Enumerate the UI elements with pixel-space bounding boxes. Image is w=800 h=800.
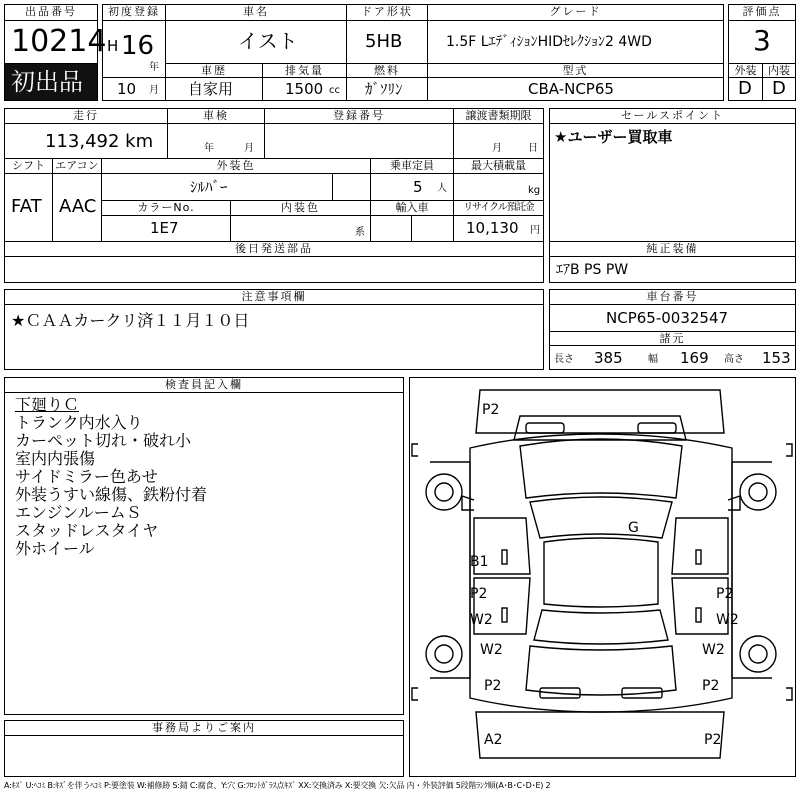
mark-w2-left-b: W2: [480, 642, 503, 658]
office-label: 事務局よりご案内: [4, 720, 404, 736]
model-label: 型式: [427, 63, 724, 78]
headlight-right: [638, 423, 676, 433]
air-conditioner: AAC: [59, 196, 97, 217]
caution-box: [4, 304, 544, 370]
bracket-fl: [412, 444, 418, 456]
rear-window: [534, 610, 668, 644]
inspection-year: 年: [204, 143, 214, 154]
color-no: 1E7: [150, 219, 179, 237]
int-color-box: [230, 215, 371, 242]
history-label: 車歴: [165, 63, 263, 78]
grade: 1.5F LｴﾃﾞｨｼｮﾝHIDｾﾚｸｼｮﾝ2 4WD: [446, 34, 652, 50]
handle-rr: [696, 608, 701, 622]
chassis-box: [549, 304, 796, 332]
mark-w2-right-b: W2: [702, 642, 725, 658]
sales-point-label: セールスポイント: [549, 108, 796, 124]
inspection-label: 車検: [167, 108, 265, 124]
grade-box: [427, 20, 724, 64]
inspector-line: 室内内張傷: [15, 449, 96, 468]
sales-point-text: ★ユーザー買取車: [554, 128, 673, 146]
inspector-line: サイドミラー色あせ: [15, 467, 158, 486]
equipment-box: [549, 256, 796, 283]
model-box: [427, 77, 724, 101]
score-label: 評価点: [728, 4, 796, 21]
width: 169: [680, 349, 709, 367]
handle-rl: [502, 608, 507, 622]
inspector-label: 検査員記入欄: [4, 377, 404, 393]
mark-p2-bottom: P2: [704, 732, 722, 748]
transfer-day: 日: [528, 143, 538, 154]
displacement-label: 排気量: [262, 63, 347, 78]
length-label: 長さ: [554, 354, 574, 365]
inspector-line: スタッドレスタイヤ: [15, 521, 159, 540]
mileage: 113,492 km: [45, 131, 154, 152]
era: H: [107, 37, 119, 55]
hub-rear-right: [749, 645, 767, 663]
windshield: [530, 497, 672, 538]
first-reg-box: [102, 20, 166, 78]
office-box: [4, 735, 404, 777]
car-diagram-box: [409, 377, 796, 777]
handle-fr: [696, 550, 701, 564]
model: CBA-NCP65: [528, 80, 614, 98]
mirror-left: [462, 496, 474, 510]
load-label: 最大積載量: [453, 158, 544, 174]
transfer-month: 月: [492, 143, 502, 154]
interior-label: 内装: [762, 63, 796, 78]
seats-box: [370, 173, 454, 201]
equipment-label: 純正装備: [549, 241, 796, 257]
lot-no: 10214: [11, 24, 107, 59]
car-name-box: [165, 20, 347, 64]
color-no-label: カラーNo.: [101, 200, 231, 216]
color-box: [101, 173, 333, 201]
car-name: イスト: [238, 29, 298, 53]
inspector-line: 下廻りＣ: [15, 395, 80, 414]
bracket-rr: [786, 688, 792, 700]
mark-p2-top: P2: [482, 402, 500, 418]
reg-month: 10: [117, 80, 137, 98]
recycle-fee: 10,130: [466, 219, 519, 237]
body-outline: [470, 434, 732, 712]
wheel-front-right: [740, 474, 776, 510]
transfer-label: 譲渡書類期限: [453, 108, 544, 124]
length: 385: [594, 349, 623, 367]
score-box: [728, 20, 796, 64]
import-box-b: [411, 215, 454, 242]
door-shape: 5HB: [365, 31, 403, 52]
load-unit: kg: [528, 185, 541, 196]
equipment: ｴｱB PS PW: [556, 262, 629, 278]
wheel-rear-right: [740, 636, 776, 672]
mark-p2-right-mid: P2: [716, 586, 734, 602]
dims-label: 諸元: [549, 331, 796, 346]
car-name-label: 車名: [165, 4, 347, 21]
mark-p2-left-mid: P2: [470, 586, 488, 602]
recycle-box: [453, 215, 544, 242]
mark-b1: B1: [470, 554, 489, 570]
month-unit: 月: [149, 85, 159, 96]
door-front-right: [672, 518, 728, 574]
inspection-month: 月: [244, 143, 254, 154]
mark-p2-left-low: P2: [484, 678, 502, 694]
inspector-line: エンジンルームＳ: [15, 503, 142, 522]
handle-fl: [502, 550, 507, 564]
color-extra-box: [332, 173, 371, 201]
seats-label: 乗車定員: [370, 158, 454, 174]
inspector-line: トランク内水入り: [15, 413, 143, 432]
mark-g: G: [628, 520, 639, 536]
shift-box: [4, 173, 53, 242]
mark-p2-right-low: P2: [702, 678, 720, 694]
shift: FAT: [11, 196, 42, 217]
exterior-box: [728, 77, 763, 101]
exterior-label: 外装: [728, 63, 763, 78]
displacement-box: [262, 77, 347, 101]
lot-no-label: 出品番号: [4, 4, 98, 21]
body-color: ｼﾙﾊﾞｰ: [190, 178, 228, 196]
dims-box: [549, 345, 796, 370]
color-no-box: [101, 215, 231, 242]
color-label: 外装色: [101, 158, 371, 174]
first-reg-label: 初度登録: [102, 4, 166, 21]
import-label: 輸入車: [370, 200, 454, 216]
seats: 5: [413, 178, 423, 196]
bracket-rl: [412, 688, 418, 700]
inspector-box: [4, 392, 404, 715]
inspection-box: [167, 123, 265, 159]
interior-grade: D: [772, 78, 786, 99]
interior-box: [762, 77, 796, 101]
bracket-fr: [786, 444, 792, 456]
headlight-left: [526, 423, 564, 433]
hub-front-left: [435, 483, 453, 501]
score: 3: [753, 24, 771, 57]
recycle-unit: 円: [530, 225, 540, 236]
mark-w2-left-a: W2: [470, 612, 493, 628]
door-box: [346, 20, 428, 64]
mileage-label: 走行: [4, 108, 168, 124]
inspector-line: カーペット切れ・破れ小: [15, 431, 192, 450]
shift-label: シフト: [4, 158, 53, 174]
hood: [520, 439, 682, 498]
int-color-label: 内装色: [230, 200, 371, 216]
chassis-number: NCP65-0032547: [606, 309, 729, 327]
legend: A:ｷｽﾞ U:ﾍｺﾐ B:ｷｽﾞを伴うﾍｺﾐ P:要塗装 W:補修跡 S:錆 C:腐食、Y:穴 G:ﾌﾛﾝﾄｶﾞﾗｽ点ｷｽﾞ XX:交換済み X:要交換 欠:欠品 内・外装評価 5段階ﾗﾝｸ順(A･B･C･D･E) 2: [4, 781, 551, 790]
rear-bumper: [476, 712, 724, 758]
wheel-rear-left: [426, 636, 462, 672]
reg-no-box: [264, 123, 454, 159]
load-box: [453, 173, 544, 201]
door-label: ドア形状: [346, 4, 428, 21]
history: 自家用: [188, 80, 234, 98]
recycle-label: リサイクル預託金: [453, 200, 544, 216]
width-label: 幅: [648, 354, 658, 365]
height: 153: [762, 349, 791, 367]
ac-label: エアコン: [52, 158, 102, 174]
hub-rear-left: [435, 645, 453, 663]
reg-year: 16: [121, 31, 155, 61]
seats-unit: 人: [437, 183, 447, 194]
displacement: 1500: [285, 80, 324, 98]
first-reg-month-box: [102, 77, 166, 101]
fuel: ｶﾞｿﾘﾝ: [365, 80, 403, 98]
import-box-a: [370, 215, 412, 242]
sales-point-box: [549, 123, 796, 242]
inspector-line: 外ホイール: [15, 539, 95, 558]
roof: [544, 538, 658, 607]
chassis-label: 車台番号: [549, 289, 796, 305]
inspector-line: 外装うすい線傷、鉄粉付着: [15, 485, 208, 504]
ac-box: [52, 173, 102, 242]
mark-w2-right-a: W2: [716, 612, 739, 628]
first-listing: 初出品: [11, 68, 83, 96]
later-parts-box: [4, 256, 544, 283]
displacement-unit: cc: [329, 85, 340, 96]
transfer-box: [453, 123, 544, 159]
history-box: [165, 77, 263, 101]
grade-label: グレード: [427, 4, 724, 21]
mirror-right: [728, 496, 740, 510]
front-bumper: [476, 390, 724, 433]
first-listing-box: [4, 63, 98, 101]
fuel-label: 燃料: [346, 63, 428, 78]
lot-no-box: [4, 20, 107, 64]
height-label: 高さ: [724, 354, 744, 365]
int-color-unit: 系: [355, 227, 365, 238]
wheel-front-left: [426, 474, 462, 510]
hub-front-right: [749, 483, 767, 501]
later-parts-label: 後日発送部品: [4, 241, 544, 257]
caution-label: 注意事項欄: [4, 289, 544, 305]
exterior-grade: D: [738, 78, 752, 99]
year-unit: 年: [149, 62, 159, 73]
mark-a2: A2: [484, 732, 503, 748]
reg-no-label: 登録番号: [264, 108, 454, 124]
mileage-box: [4, 123, 168, 159]
fuel-box: [346, 77, 428, 101]
car-diagram: [410, 378, 794, 775]
caution-text: ★ＣＡＡカークリ済１１月１０日: [11, 311, 250, 330]
